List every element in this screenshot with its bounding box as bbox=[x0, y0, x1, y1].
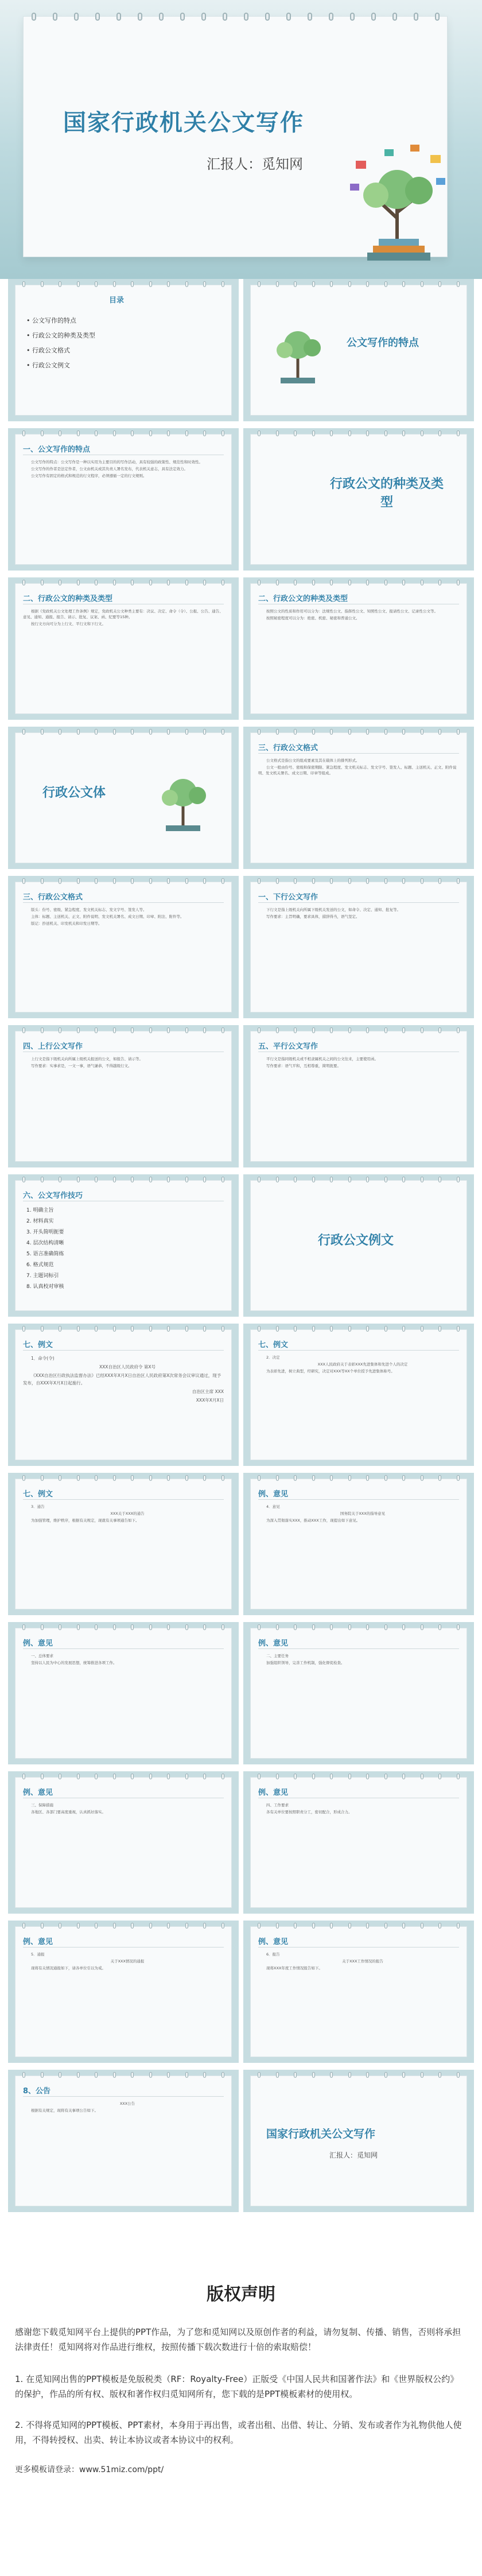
slide-heading: 六、公文写作技巧 bbox=[23, 1192, 83, 1200]
copyright-intro: 感谢您下载觅知网平台上提供的PPT作品，为了您和觅知网以及原创作者的利益，请勿复制、传播、销售，否则将承担法律责任！觅知网将对作品进行维权，按照传播下载次数进行十倍的索取赔偿！ bbox=[15, 2327, 461, 2352]
slide-heading: 一、公文写作的特点 bbox=[23, 445, 91, 454]
slide-9 bbox=[8, 876, 239, 1018]
slide-body: 1．命令(令) XXX自治区人民政府令 第X号 《XXX自治区行政执法监督办法》已经XXX年X月X日自治区人民政府第X次常务会议审议通过，现予发布，自XXX年X月X日起施行。 自治区主席 XXX XXX年X月X日 bbox=[23, 1356, 224, 1403]
slide-heading: 七、例文 bbox=[258, 1341, 289, 1349]
copyright-item-2: 2. 不得将觅知网的PPT模板、PPT素材，本身用于再出售，或者出租、出借、转让、分销、发布或者作为礼物供他人使用，不得转授权、出卖、转让本协议或者本协议中的权利。 bbox=[15, 2420, 462, 2445]
reporter-label: 汇报人：觅知网 bbox=[207, 156, 303, 172]
slide-body: 三、保障措施 各地区、各部门要高度重视，认真抓好落实。 bbox=[31, 1803, 106, 1814]
slide-section-2 bbox=[243, 428, 474, 571]
slide-18 bbox=[243, 1473, 474, 1615]
slide-body: 二、主要任务 加强组织领导，完善工作机制，强化督促检查。 bbox=[266, 1654, 345, 1665]
slide-3 bbox=[8, 428, 239, 571]
slide-heading: 二、行政公文的种类及类型 bbox=[23, 595, 113, 603]
slide-heading: 例、意见 bbox=[258, 1639, 289, 1648]
slide-body: 2．决定 XXX人民政府关于表彰XXX先进集体和先进个人的决定 为表彰先进，树立典型，经研究，决定对XXX等XX个单位授予先进集体称号。 bbox=[266, 1355, 408, 1374]
end-reporter: 汇报人：觅知网 bbox=[329, 2151, 378, 2159]
slide-20 bbox=[243, 1622, 474, 1764]
toc-item[interactable]: • 行政公文例文 bbox=[26, 362, 70, 369]
slide-section-1 bbox=[243, 279, 474, 421]
slide-section-3 bbox=[8, 727, 239, 869]
slide-body: XXX公告 根据有关规定，现将有关事项公告如下。 bbox=[31, 2101, 135, 2113]
slide-body: 上行文是指下级机关向所属上级机关报送的公文，如报告、请示等。 写作要求：实事求是，一文一事，语气谦恭，不得越级行文。 bbox=[31, 1057, 143, 1068]
presentation-title: 国家行政机关公文写作 bbox=[63, 110, 304, 136]
more-templates-link[interactable]: 更多模板请登录：www.51miz.com/ppt/ bbox=[15, 2465, 164, 2474]
slide-body: 版头：份号、密级、紧急程度、发文机关标志、发文字号、签发人等。 主体：标题、主送机关、正文、附件说明、发文机关署名、成文日期、印章、附注、附件等。 版记：抄送机关、印发机关和印发日期等。 bbox=[31, 907, 184, 926]
slide-body: 四、工作要求 各有关单位要按照职责分工，密切配合，形成合力。 bbox=[266, 1803, 352, 1814]
slide-heading: 五、平行公文写作 bbox=[258, 1042, 318, 1051]
toc-item[interactable]: • 行政公文格式 bbox=[26, 347, 70, 354]
slide-13 bbox=[8, 1174, 239, 1317]
copyright-item-1: 1. 在觅知网出售的PPT模板是免版税类（RF：Royalty-Free）正版受《中国人民共和国著作法》和《世界版权公约》的保护，作品的所有权、版权和著作权归觅知网所有，您下载的是PPT模板素材的使用权。 bbox=[15, 2374, 459, 2399]
slide-heading: 四、上行公文写作 bbox=[23, 1042, 83, 1051]
slide-body: 公文格式是指公文的组成要素及其在载体上的排列形式。 公文一般由份号、密级和保密期限、紧急程度、发文机关标志、发文字号、签发人、标题、主送机关、正文、附件说明、发文机关署名、成文日期、印章等组成。 bbox=[258, 758, 457, 775]
slide-body: 根据《党政机关公文处理工作条例》规定，党政机关公文种类主要有：决议、决定、命令（令）、公报、公告、通告、意见、通知、通报、报告、请示、批复、议案、函、纪要等15种。 按行文方向可分为上行文、平行文和下行文。 bbox=[23, 609, 223, 626]
section-title: 行政公文例文 bbox=[318, 1233, 394, 1248]
slide-heading: 例、意见 bbox=[23, 1938, 53, 1946]
slide-heading: 例、意见 bbox=[258, 1938, 289, 1946]
binder-rings bbox=[23, 13, 448, 21]
slide-16 bbox=[243, 1324, 474, 1466]
slide-24 bbox=[243, 1921, 474, 2063]
slide-heading: 七、例文 bbox=[23, 1490, 53, 1499]
book-tree-illustration bbox=[344, 138, 453, 270]
slide-end bbox=[243, 2070, 474, 2212]
slide-15 bbox=[8, 1324, 239, 1466]
slide-heading: 例、意见 bbox=[258, 1789, 289, 1797]
slide-23 bbox=[8, 1921, 239, 2063]
slide-toc bbox=[8, 279, 239, 421]
title-slide bbox=[0, 0, 482, 279]
slide-5 bbox=[8, 577, 239, 720]
slide-heading: 例、意见 bbox=[23, 1639, 53, 1648]
slide-section-4 bbox=[243, 1174, 474, 1317]
slide-11 bbox=[8, 1025, 239, 1167]
slide-27 bbox=[8, 2070, 239, 2212]
slide-heading: 三、行政公文格式 bbox=[23, 893, 83, 902]
slide-12 bbox=[243, 1025, 474, 1167]
slide-body: 下行文是指上级机关向所属下级机关发送的公文，如命令、决定、通知、批复等。 写作要求：主旨明确，要求具体，措辞得当，语气坚定。 bbox=[266, 907, 401, 919]
slide-19 bbox=[8, 1622, 239, 1764]
slide-21 bbox=[8, 1771, 239, 1914]
slide-heading: 8、公告 bbox=[23, 2087, 51, 2096]
slide-heading: 七、例文 bbox=[23, 1341, 53, 1349]
tree-icon bbox=[151, 761, 215, 836]
slide-heading: 一、下行公文写作 bbox=[258, 893, 318, 902]
end-title: 国家行政机关公文写作 bbox=[266, 2128, 376, 2140]
toc-list bbox=[26, 313, 95, 373]
toc-title: 目录 bbox=[109, 296, 125, 305]
slide-body: 按照公文的性质和作用可以分为：法规性公文、指挥性公文、知照性公文、报请性公文、记录性公文等。 按照秘密程度可以分为：绝密、机密、秘密和普通公文。 bbox=[266, 609, 438, 620]
slide-body: 5．通报 关于XXX情况的通报 现将有关情况通报如下，请各单位引以为戒。 bbox=[31, 1952, 145, 1970]
section-title: 行政公文的种类及类型 bbox=[329, 477, 444, 510]
slide-body: 一、总体要求 坚持以人民为中心的发展思想，统筹推进各项工作。 bbox=[31, 1654, 117, 1665]
slide-22 bbox=[243, 1771, 474, 1914]
toc-item[interactable]: • 公文写作的特点 bbox=[26, 317, 76, 324]
slide-body: 4．意见 国务院关于XXX的指导意见 为深入贯彻落实XXX，推动XXX工作，现提出如下意见。 bbox=[266, 1504, 386, 1523]
slide-heading: 二、行政公文的种类及类型 bbox=[258, 595, 348, 603]
slide-body: 平行文是指同级机关或不相隶属机关之间的公文往来，主要使用函。 写作要求：语气平和，互相尊重，简明扼要。 bbox=[266, 1057, 378, 1068]
toc-item[interactable]: • 行政公文的种类及类型 bbox=[26, 332, 95, 339]
tree-icon bbox=[266, 313, 329, 388]
slide-body: 公文写作的特点：公文写作是一种以实用为主要目的的写作活动，具有较强的政策性、规范性和时效性。 公文写作的作者是法定作者，公文由机关或其负责人署名发布，代表机关意志，具有法定效力。 公文写作有固定的格式和规范的行文程序，必须遵循一定的行文规则。 bbox=[31, 460, 203, 478]
tips-list: 1. 明确主旨 2. 材料真实 3. 开头简明扼要 4. 层次结构清晰 5. 语言准确简练 6. 格式规范 7. 主题词标引 8. 认真校对审核 bbox=[26, 1208, 64, 1290]
copyright-title: 版权声明 bbox=[207, 2284, 275, 2305]
slide-heading: 例、意见 bbox=[258, 1490, 289, 1499]
section-title: 行政公文体 bbox=[42, 786, 106, 800]
slide-17 bbox=[8, 1473, 239, 1615]
slide-6 bbox=[243, 577, 474, 720]
slide-heading: 例、意见 bbox=[23, 1789, 53, 1797]
slide-body: 6．报告 关于XXX工作情况的报告 现将XXX年度工作情况报告如下。 bbox=[266, 1952, 383, 1970]
copyright-section bbox=[0, 2243, 482, 2576]
slide-heading: 三、行政公文格式 bbox=[258, 744, 318, 752]
slide-7 bbox=[243, 727, 474, 869]
section-title: 公文写作的特点 bbox=[347, 337, 419, 349]
slide-10 bbox=[243, 876, 474, 1018]
slide-body: 3．通告 XXX关于XXX的通告 为加强管理，维护秩序，根据有关规定，现就有关事项通告如下。 bbox=[31, 1504, 145, 1523]
